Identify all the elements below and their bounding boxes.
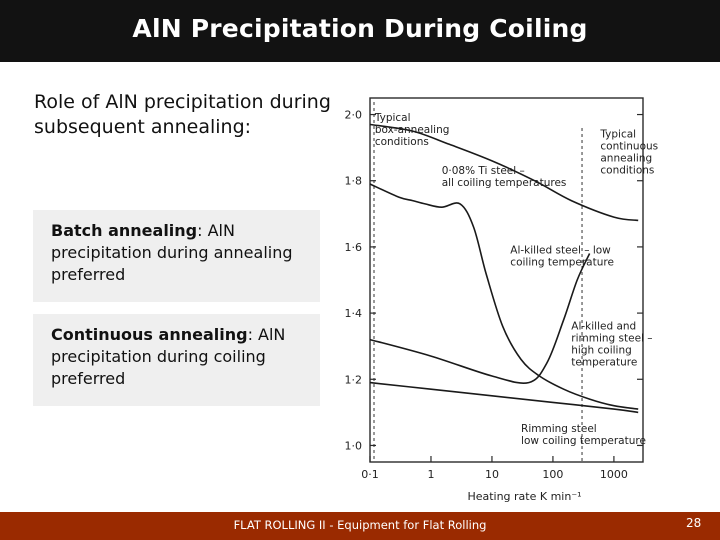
y-tick-label: 1·6	[344, 240, 362, 254]
x-tick-label: 1000	[599, 468, 628, 481]
intro-text: Role of AlN precipitation during subsequent annealing:	[34, 91, 331, 138]
y-tick-label: 1·0	[344, 439, 362, 453]
footer-text: FLAT ROLLING II - Equipment for Flat Rolling	[233, 518, 487, 532]
batch-annealing-box	[33, 210, 320, 302]
continuous-annealing-text: : AlN precipitation during coiling preferred	[51, 325, 286, 388]
al-killed-low-ct-curve	[370, 184, 638, 409]
page-number: 28	[686, 516, 702, 530]
slide-title: AlN Precipitation During Coiling	[132, 14, 588, 43]
box-annealing-annotation: Typical box-annealing conditions	[374, 112, 450, 149]
x-axis-label: Heating rate K min⁻¹	[467, 490, 582, 503]
x-tick-label: 100	[542, 468, 564, 481]
rimming-low-ct-curve	[370, 383, 638, 413]
y-tick-label: 1·4	[344, 307, 362, 321]
continuous-annealing-term: Continuous annealing	[51, 325, 248, 344]
x-tick-label: 1	[427, 468, 435, 481]
batch-annealing-term: Batch annealing	[51, 221, 198, 240]
heating-rate-chart	[328, 84, 678, 509]
al-killed-annotation: Al-killed steel – low coiling temperature	[510, 244, 614, 269]
y-tick-label: 1·2	[344, 373, 362, 387]
ti-steel-annotation: 0·08% Ti steel – all coiling temperatures	[441, 165, 567, 190]
high-ct-curve	[370, 254, 590, 384]
continuous-annealing-annotation: Typical continuous annealing conditions	[600, 128, 659, 177]
y-tick-label: 1·8	[344, 174, 362, 188]
y-tick-label: 2·0	[344, 108, 362, 122]
x-tick-label: 10	[484, 468, 499, 481]
high-ct-annotation: Al-killed and rimming steel – high coiling temperature	[571, 320, 653, 369]
rimming-annotation: Rimming steel low coiling temperature	[521, 423, 646, 448]
continuous-annealing-box	[33, 314, 320, 406]
batch-annealing-text: : AlN precipitation during annealing preferred	[51, 221, 293, 284]
x-tick-label: 0·1	[361, 468, 379, 481]
